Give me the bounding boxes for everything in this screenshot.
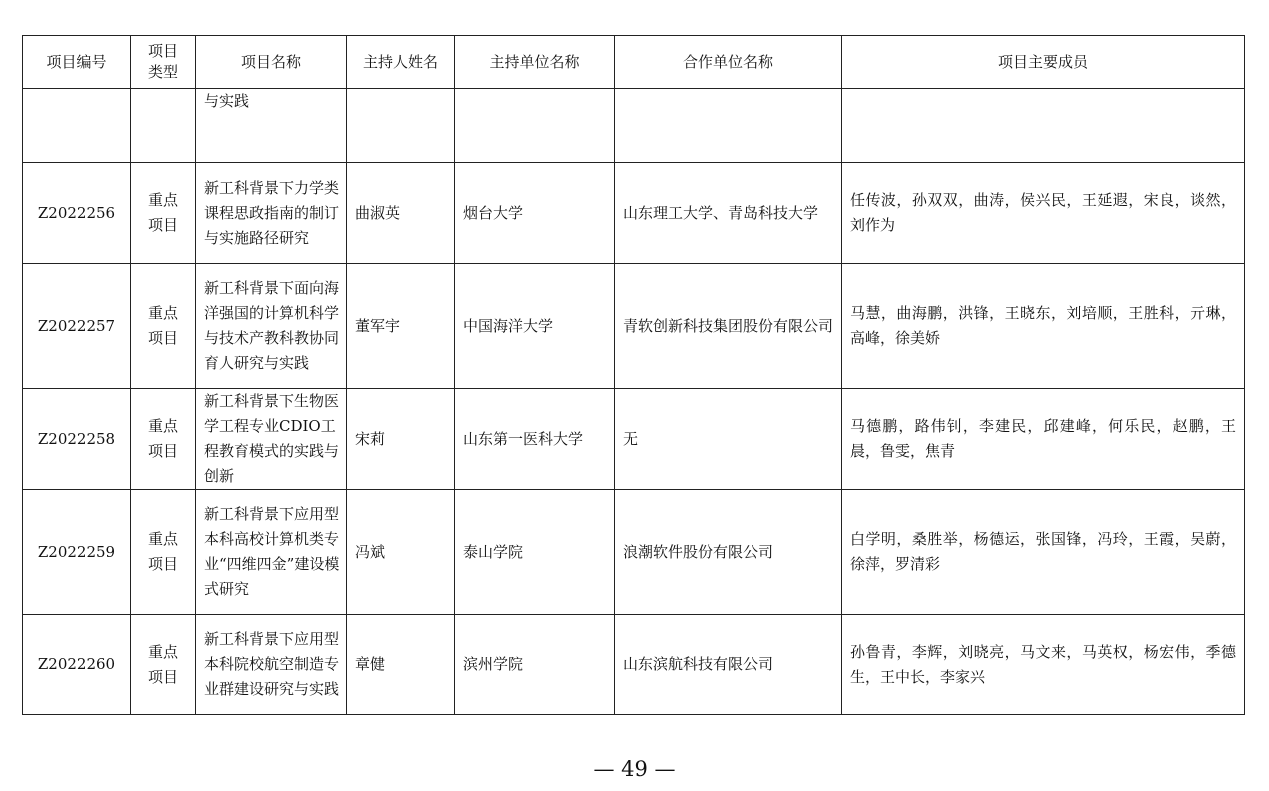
header-partner: 合作单位名称 [615, 36, 842, 89]
cell-partner: 浪潮软件股份有限公司 [615, 490, 842, 615]
header-unit: 主持单位名称 [455, 36, 615, 89]
page-number: — 49 — [593, 757, 676, 781]
cell-type-label: 重点项目 [147, 191, 178, 234]
header-name: 项目名称 [196, 36, 347, 89]
cell-host: 冯斌 [347, 490, 455, 615]
cell-type-label: 重点项目 [147, 304, 178, 347]
cell-unit: 中国海洋大学 [455, 264, 615, 389]
cell-host: 宋莉 [347, 389, 455, 490]
cell-type-label: 重点项目 [147, 417, 178, 460]
cell-type [131, 163, 196, 264]
cell-type [131, 264, 196, 389]
cell-unit: 山东第一医科大学 [455, 389, 615, 490]
table-row [23, 389, 1245, 490]
cell-unit: 滨州学院 [455, 615, 615, 715]
cell-partner: 青软创新科技集团股份有限公司 [615, 264, 842, 389]
cell-name: 新工科背景下力学类课程思政指南的制订与实施路径研究 [196, 163, 347, 264]
cell-members: 任传波，孙双双，曲涛，侯兴民，王延遐，宋良，谈然，刘作为 [842, 163, 1245, 264]
cell-members: 马德鹏，路伟钊，李建民，邱建峰，何乐民，赵鹏，王晨，鲁雯，焦青 [842, 389, 1245, 490]
cell-partner: 山东理工大学、青岛科技大学 [615, 163, 842, 264]
cell-members: 白学明，桑胜举，杨德运，张国锋，冯玲，王霞，吴蔚，徐萍，罗清彩 [842, 490, 1245, 615]
cell-unit: 烟台大学 [455, 163, 615, 264]
cell-type-label: 重点项目 [147, 642, 178, 686]
table-row [23, 615, 1245, 715]
cell-name: 新工科背景下生物医学工程专业CDIO工程教育模式的实践与创新 [196, 389, 347, 490]
projects-table [22, 35, 1245, 715]
cell-type [131, 389, 196, 490]
cell-id: Z2022257 [23, 264, 131, 389]
cell-name: 新工科背景下应用型本科院校航空制造专业群建设研究与实践 [196, 615, 347, 715]
table-row [23, 163, 1245, 264]
cell-partner: 无 [615, 389, 842, 490]
header-id: 项目编号 [23, 36, 131, 89]
cell-name: 新工科背景下应用型本科高校计算机类专业“四维四金”建设模式研究 [196, 490, 347, 615]
cell-unit: 泰山学院 [455, 490, 615, 615]
cell-id: Z2022260 [23, 615, 131, 715]
header-type-label: 项目类型 [147, 42, 178, 81]
table-row-continued [23, 89, 1245, 163]
cell-name: 新工科背景下面向海洋强国的计算机科学与技术产教科教协同育人研究与实践 [196, 264, 347, 389]
cell-type-label: 重点项目 [147, 530, 178, 573]
cell-type [131, 490, 196, 615]
cell-host: 董军宇 [347, 264, 455, 389]
table-row [23, 490, 1245, 615]
cell-partner: 山东滨航科技有限公司 [615, 615, 842, 715]
cell-type [131, 615, 196, 715]
cell-host: 章健 [347, 615, 455, 715]
cell-id: Z2022256 [23, 163, 131, 264]
cell-host: 曲淑英 [347, 163, 455, 264]
header-members: 项目主要成员 [842, 36, 1245, 89]
cell-name: 与实践 [196, 89, 347, 163]
cell-members: 马慧，曲海鹏，洪锋，王晓东，刘培顺，王胜科，亓琳，高峰，徐美娇 [842, 264, 1245, 389]
cell-members: 孙鲁青，李辉，刘晓亮，马文来，马英权，杨宏伟，季德生，王中长，李家兴 [842, 615, 1245, 715]
cell-id: Z2022258 [23, 389, 131, 490]
table-row [23, 264, 1245, 389]
header-host: 主持人姓名 [347, 36, 455, 89]
header-type [131, 36, 196, 89]
header-row [23, 36, 1245, 89]
cell-id: Z2022259 [23, 490, 131, 615]
